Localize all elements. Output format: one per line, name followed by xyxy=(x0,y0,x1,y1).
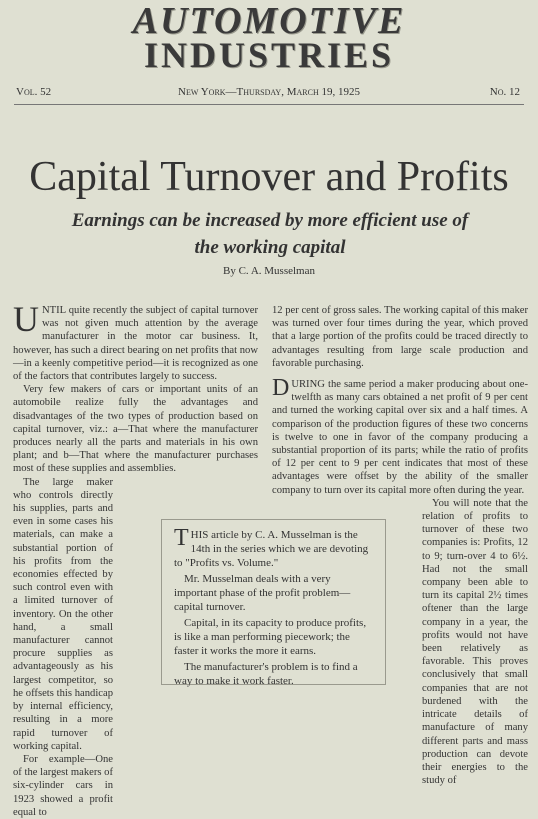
right-paragraph-2: DURING the same period a maker producing about one-twelfth as many cars obtained a net profit of 9 per cent and turned the working capital over six and a half times. A comparison of the production figures of these two concerns is twelve to one in favor of the company producing a substantial proportion of its parts; while the ratio of profits of 12 per cent to 9 per cent indicates that most of these advantages were offset by the ability of the smaller company to turn over its capital more often during the year. xyxy=(272,375,528,496)
masthead-title-line1: AUTOMOTIVE xyxy=(132,0,406,42)
box-paragraph-3: Capital, in its capacity to produce profits, is like a man performing piecework; the faster it works the more it earns. xyxy=(174,617,367,657)
right-paragraph-1: 12 per cent of gross sales. The working capital of this maker was turned over four times during the year, which proved that a large portion of the profits could be traced directly to advantages resulting from large scale production and favorable purchasing. xyxy=(272,305,528,369)
article-deck: Earnings can be increased by more efficient use of the working capital xyxy=(71,210,469,258)
box-paragraph-1: THIS article by C. A. Musselman is the 14th in the series which we are devoting to "Profits vs. Volume." xyxy=(174,525,369,569)
right-paragraph-3: You will note that the relation of profits to turnover of these two companies is: Profits, 12 to 9; turn-over 4 to 6½. Had not the small company been able to turn its capital 2½ times oftener than the large company in a year, the profits would not have been relatively as favorable. This proves conclusively that small companies that are not burdened with the intricate details of manufacture of many different parts and mass production can devote their energies to the study of xyxy=(422,497,528,787)
issue-date: New York—Thursday, March 19, 1925 xyxy=(178,86,360,98)
volume-number: Vol. 52 xyxy=(16,86,52,98)
left-paragraph-4: For example—One of the largest makers of six-cylinder cars in 1923 showed a profit equal to xyxy=(13,753,113,818)
box-paragraph-2: Mr. Musselman deals with a very important phase of the profit problem—capital turnover. xyxy=(174,573,351,613)
folio-line xyxy=(14,86,524,102)
masthead-rule xyxy=(14,104,524,105)
editorial-note-box xyxy=(161,519,386,685)
drop-cap-u: U xyxy=(13,299,39,339)
drop-cap-t: T xyxy=(174,525,189,551)
masthead-title-line2: INDUSTRIES xyxy=(143,35,395,75)
left-paragraph-2: Very few makers of cars or important units of an automobile realize fully the advantages and disadvantages of the two types of production based on capital turnover, viz.: a—That where the manufacturer produces nearly all the parts and materials in his own plant; and b—That where the manufacturer purchases most of these supplies and assemblies. xyxy=(13,384,258,475)
issue-number: No. 12 xyxy=(489,86,520,98)
left-paragraph-1: UNTIL quite recently the subject of capital turnover was not given much attention by the average manufacturer in the motor car business. It, however, has such a direct bearing on net profits that now—in a keenly competitive period—it is recognized as one of the factors that contributes largely to success. xyxy=(13,299,258,383)
article-byline: By C. A. Musselman xyxy=(223,265,315,277)
article-headline: Capital Turnover and Profits xyxy=(29,154,509,200)
masthead xyxy=(0,0,538,75)
drop-cap-d: D xyxy=(272,375,290,402)
box-paragraph-4: The manufacturer's problem is to find a way to make it work faster. xyxy=(174,661,358,687)
left-paragraph-3: The large maker who controls directly his supplies, parts and even in some cases his materials, can make a substantial portion of his profits from the economies effected by such control even with a limited turnover of inventory. On the other hand, a small manufacturer cannot procure supplies as advantageously as his largest competitor, so he offsets this handicap by internal efficiency, resulting in a more rapid turnover of working capital. xyxy=(13,476,113,752)
